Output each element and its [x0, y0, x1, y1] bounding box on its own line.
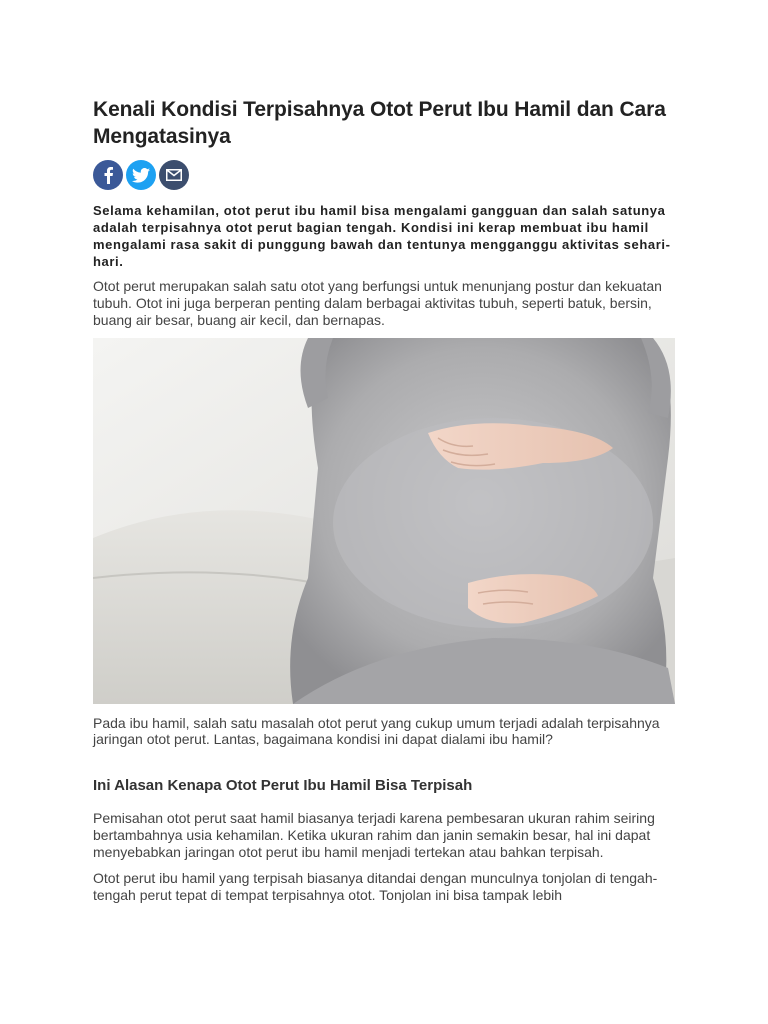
facebook-icon: [101, 166, 115, 184]
email-share-button[interactable]: [159, 160, 189, 190]
email-icon: [166, 169, 182, 181]
share-buttons: [93, 160, 675, 190]
twitter-icon: [132, 168, 150, 183]
article-intro: Otot perut merupakan salah satu otot yang berfungsi untuk menunjang postur dan kekuatan tubuh. Otot ini juga berperan penting dalam berbagai aktivitas tubuh, seperti batuk, bersin, buang air besar, buang air kecil, dan bernapas.: [93, 278, 662, 328]
section-paragraph-1: Pemisahan otot perut saat hamil biasanya terjadi karena pembesaran ukuran rahim seiring bertambahnya usia kehamilan. Ketika ukuran rahim dan janin semakin besar, hal ini dapat menyebabkan jaringan otot perut ibu hamil menjadi tertekan atau bahkan terpisah.: [93, 810, 655, 860]
pregnant-woman-photo: [93, 338, 675, 704]
twitter-share-button[interactable]: [126, 160, 156, 190]
article-lead: Selama kehamilan, otot perut ibu hamil bisa mengalami gangguan dan salah satunya adalah terpisahnya otot perut bagian tengah. Kondisi ini kerap membuat ibu hamil mengalami rasa sakit di punggung bawah dan tentunya mengganggu aktivitas sehari-hari.: [93, 203, 671, 269]
article-title: Kenali Kondisi Terpisahnya Otot Perut Ibu Hamil dan Cara Mengatasinya: [93, 98, 666, 148]
section-heading: Ini Alasan Kenapa Otot Perut Ibu Hamil Bisa Terpisah: [93, 777, 473, 794]
facebook-share-button[interactable]: [93, 160, 123, 190]
article: [93, 96, 675, 904]
image-caption: Pada ibu hamil, salah satu masalah otot perut yang cukup umum terjadi adalah terpisahnya jaringan otot perut. Lantas, bagaimana kondisi ini dapat dialami ibu hamil?: [93, 715, 660, 747]
section-paragraph-2: Otot perut ibu hamil yang terpisah biasanya ditandai dengan munculnya tonjolan di tengah-tengah perut tepat di tempat terpisahnya otot. Tonjolan ini bisa tampak lebih: [93, 870, 658, 903]
